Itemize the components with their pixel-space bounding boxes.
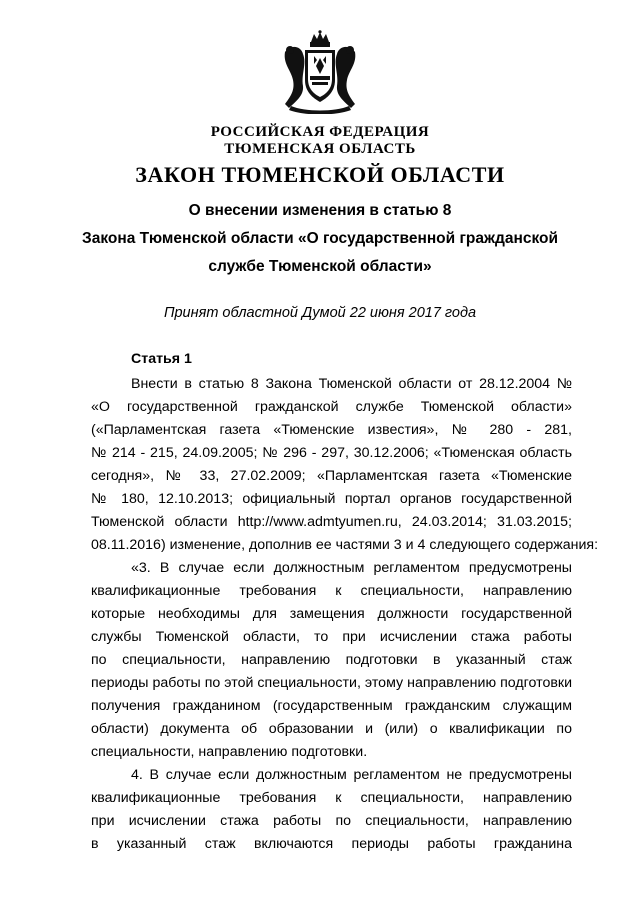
body-line: периоды работы по этой специальности, этому направлению подготовки	[91, 675, 572, 691]
body-line: при исчислении стажа работы по специальности, направлению	[91, 813, 572, 829]
body-line: № 214 - 215, 24.09.2005; № 296 - 297, 30.12.2006; «Тюменская область	[91, 445, 572, 461]
coat-of-arms-emblem	[281, 30, 359, 114]
body-line: Внести в статью 8 Закона Тюменской области от 28.12.2004 №	[131, 376, 572, 392]
body-line: «О государственной гражданской службе Тюменской области»	[91, 399, 572, 415]
body-line: в указанный стаж включаются периоды работы гражданина	[91, 836, 572, 852]
adoption-note: Принят областной Думой 22 июня 2017 года	[163, 305, 477, 321]
body-line: 4. В случае если должностным регламентом не предусмотрены	[131, 767, 572, 783]
country-heading: РОССИЙСКАЯ ФЕДЕРАЦИЯ	[210, 124, 430, 140]
law-subtitle-line-1: О внесении изменения в статью 8	[188, 202, 452, 219]
body-line: № 180, 12.10.2013; официальный портал органов государственной	[91, 491, 572, 507]
body-line: 08.11.2016) изменение, дополнив ее частями 3 и 4 следующего содержания:	[91, 537, 599, 553]
law-title: ЗАКОН ТЮМЕНСКОЙ ОБЛАСТИ	[135, 162, 505, 187]
body-line: сегодня», № 33, 27.02.2009; «Парламентская газета «Тюменские	[91, 468, 572, 484]
body-line: квалификационные требования к специальности, направлению	[91, 790, 572, 806]
body-line: «3. В случае если должностным регламентом предусмотрены	[131, 560, 572, 576]
body-line: службы Тюменской области, то при исчислении стажа работы	[91, 629, 572, 645]
law-subtitle-line-2: Закона Тюменской области «О государственной гражданской	[81, 230, 559, 247]
body-line: («Парламентская газета «Тюменские известия», № 280 - 281,	[91, 422, 572, 438]
body-line: области) документа об образовании и (или) о квалификации по	[91, 721, 572, 737]
region-heading: ТЮМЕНСКАЯ ОБЛАСТЬ	[224, 141, 416, 157]
body-line: получения гражданином (государственным гражданским служащим	[91, 698, 572, 714]
body-line: Тюменской области http://www.admtyumen.ru, 24.03.2014; 31.03.2015;	[91, 514, 572, 530]
law-subtitle-line-3: службе Тюменской области»	[208, 258, 432, 275]
body-line: специальности, направлению подготовки.	[91, 744, 368, 760]
body-line: которые необходимы для замещения должности государственной	[91, 606, 572, 622]
body-line: квалификационные требования к специальности, направлению	[91, 583, 572, 599]
article-heading: Статья 1	[131, 351, 192, 367]
body-line: по специальности, направлению подготовки в указанный стаж	[91, 652, 572, 668]
